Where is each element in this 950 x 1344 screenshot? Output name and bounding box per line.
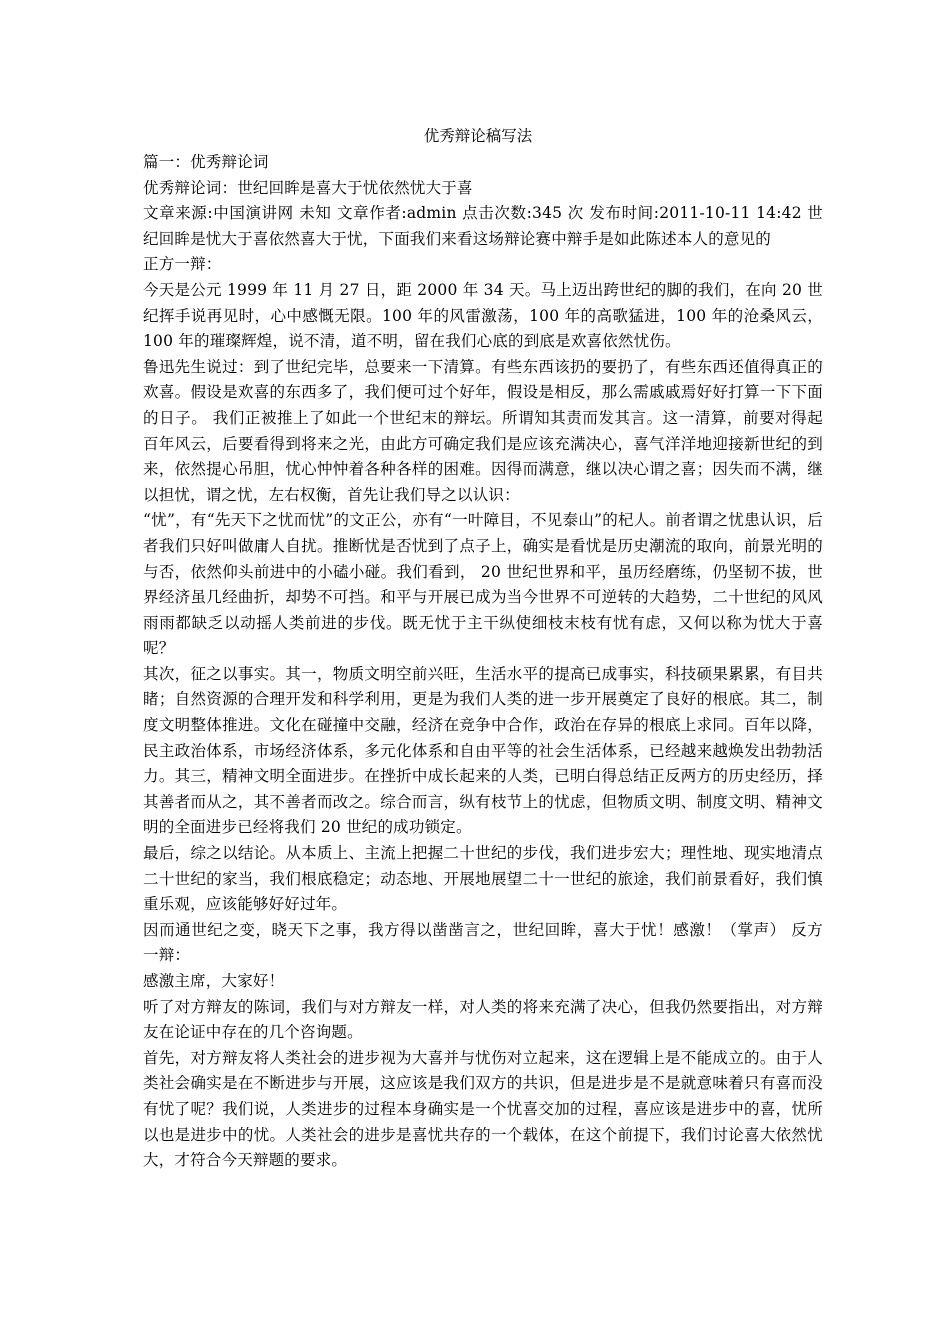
paragraph: 因而通世纪之变，晓天下之事，我方得以凿凿言之，世纪回眸，喜大于忧！感激！（掌声） 反方一辩： [143,920,823,965]
document-title: 优秀辩论稿写法 [423,127,533,145]
paragraph: 文章来源:中国演讲网 未知 文章作者:admin 点击次数:345 次 发布时间:2011-10-11 14:42 世纪回眸是忧大于喜依然喜大于忧，下面我们来看这场辩论赛中辩手是如此陈述本人的意见的 [143,204,823,248]
paragraph: 听了对方辩友的陈词，我们与对方辩友一样，对人类的将来充满了决心，但我仍然要指出，对方辩友在论证中存在的几个咨询题。 [143,997,823,1042]
paragraph: 首先，对方辩友将人类社会的进步视为大喜并与忧伤对立起来，这在逻辑上是不能成立的。由于人类社会确实是在不断进步与开展，这应该是我们双方的共识，但是进步是不是就意味着只有喜而没有忧了呢？我们说，人类进步的过程本身确实是一个忧喜交加的过程，喜应该是进步中的喜，忧所以也是进步中的忧。人类社会的进步是喜忧共存的一个载体，在这个前提下，我们讨论喜大依然忧大，才符合今天辩题的要求。 [143,1048,823,1170]
paragraph: “忧”，有“先天下之忧而忧”的文正公，亦有“一叶障目，不见泰山”的杞人。前者谓之忧患认识，后者我们只好叫做庸人自扰。推断忧是否忧到了点子上，确实是看忧是历史潮流的取向，前景光明的与否，依然仰头前进中的小磕小碰。我们看到， 20 世纪世界和平，虽历经磨练，仍坚韧不拔，世界经济虽几经曲折，却势不可挡。和平与开展已成为当今世界不可逆转的大趋势，二十世纪的风风雨雨都缺乏以动摇人类前进的步伐。既无忧于主干纵使细枝末枝有忧有虑，又何以称为忧大于喜呢？ [143,511,823,658]
paragraph: 正方一辩： [143,255,222,274]
paragraph: 最后，综之以结论。从本质上、主流上把握二十世纪的步伐，我们进步宏大；理性地、现实地清点二十世纪的家当，我们根底稳定；动态地、开展地展望二十一世纪的旅途，我们前景看好，我们慎重乐观，应该能够好好过年。 [143,844,823,914]
paragraph: 今天是公元 1999 年 11 月 27 日，距 2000 年 34 天。马上迈出跨世纪的脚的我们，在向 20 世纪挥手说再见时，心中感慨无限。100 年的风雷激荡，100 年的高歌猛进，100 年的沧桑风云，100 年的璀璨辉煌，说不清，道不明，留在我们心底的到底是欢喜依然忧伤。 [143,280,823,351]
document-page [143,124,823,1174]
paragraph: 优秀辩论词：世纪回眸是喜大于忧依然忧大于喜 [143,178,473,197]
paragraph: 感激主席，大家好！ [143,972,285,990]
paragraph: 鲁迅先生说过：到了世纪完毕，总要来一下清算。有些东西该扔的要扔了，有些东西还值得真正的欢喜。假设是欢喜的东西多了，我们便可过个好年，假设是相反，那么需戚戚焉好好打算一下下面的日子。 我们正被推上了如此一个世纪末的辩坛。所谓知其责而发其言。这一清算，前要对得起百年风云，后要看得到将来之光，由此方可确定我们是应该充满决心，喜气洋洋地迎接新世纪的到来，依然提心吊胆，忧心忡忡着各种各样的困难。因得而满意，继以决心谓之喜；因失而不满，继以担忧，谓之忧，左右权衡，首先让我们导之以认识： [143,357,823,504]
paragraph: 其次，征之以事实。其一，物质文明空前兴旺，生活水平的提高已成事实，科技硕果累累，有目共睹；自然资源的合理开发和科学利用，更是为我们人类的进一步开展奠定了良好的根底。其二，制度文明整体推进。文化在碰撞中交融，经济在竞争中合作，政治在存异的根底上求同。百年以降，民主政治体系，市场经济体系，多元化体系和自由平等的社会生活体系，已经越来越焕发出勃勃活力。其三，精神文明全面进步。在挫折中成长起来的人类，已明白得总结正反两方的历史经历，择其善者而从之，其不善者而改之。综合而言，纵有枝节上的忧虑，但物质文明、制度文明、精神文明的全面进步已经将我们 20 世纪的成功锁定。 [143,664,823,837]
paragraph: 篇一：优秀辩论词 [143,153,269,171]
